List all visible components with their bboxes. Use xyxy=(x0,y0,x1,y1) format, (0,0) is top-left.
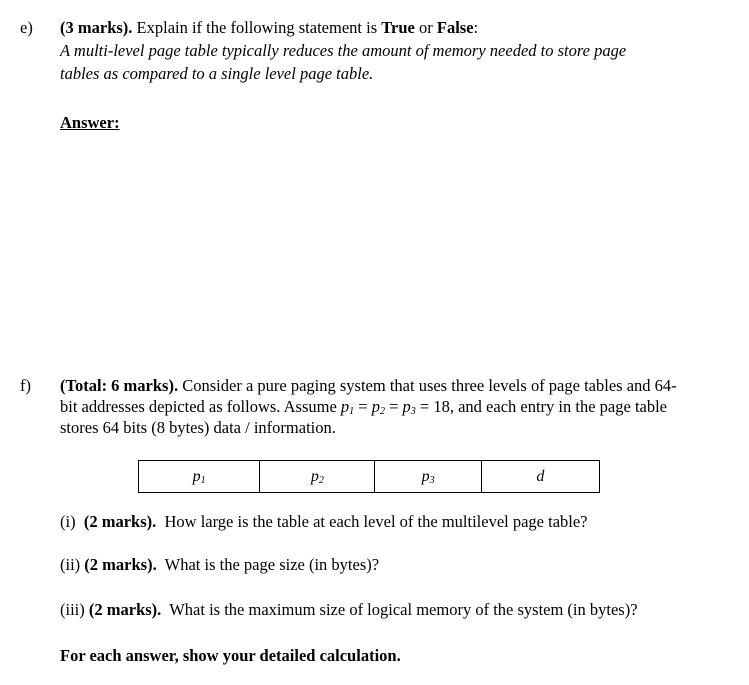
question-i xyxy=(60,511,588,532)
false-word: False xyxy=(436,18,474,37)
part-e-label: e) xyxy=(20,18,33,37)
statement-text-1: A multi-level page table typically reduces the amount of memory needed to store page xyxy=(60,41,627,60)
part-f-line3: stores 64 bits (8 bytes) data / information. xyxy=(60,418,336,437)
address-field-p3: $p_3$ xyxy=(375,461,481,493)
question-iii xyxy=(60,599,638,620)
question-num: (ii) xyxy=(60,555,81,574)
equals-sign: = xyxy=(389,397,399,416)
statement-text-2: tables as compared to a single level page table. xyxy=(60,64,374,83)
part-f-label: f) xyxy=(20,376,31,395)
question-ii xyxy=(60,554,379,575)
var-p3: $p_3$ xyxy=(402,397,416,417)
or-word: or xyxy=(418,18,433,37)
part-e-marks: (3 marks). xyxy=(60,18,133,37)
address-field-p1: $p_1$ xyxy=(139,461,260,493)
part-f-marks: (Total: 6 marks). xyxy=(60,376,179,395)
question-num: (i) xyxy=(60,512,76,531)
question-text: How large is the table at each level of the multilevel page table? xyxy=(164,512,588,531)
part-f-line1 xyxy=(60,375,677,396)
true-word: True xyxy=(381,18,415,37)
var-p2: $p_2$ xyxy=(371,397,385,417)
part-e-intro: Explain if the following statement is xyxy=(136,18,378,37)
answer-label: Answer: xyxy=(60,113,120,132)
part-f-line1-text: Consider a pure paging system that uses three levels of page tables and 64- xyxy=(182,376,677,395)
question-num: (iii) xyxy=(60,600,85,619)
question-marks: (2 marks). xyxy=(84,555,157,574)
address-field-p2: $p_2$ xyxy=(260,461,375,493)
equals-sign: = xyxy=(358,397,368,416)
part-f-line2 xyxy=(60,396,667,417)
footer-instruction: For each answer, show your detailed calculation. xyxy=(60,646,401,665)
question-text: What is the page size (in bytes)? xyxy=(164,555,380,574)
part-e-statement-line2 xyxy=(60,63,373,84)
part-e-prompt xyxy=(60,17,478,38)
var-p1: $p_1$ xyxy=(340,397,355,417)
part-e-statement-line1 xyxy=(60,40,626,61)
question-text: What is the maximum size of logical memory of the system (in bytes)? xyxy=(169,600,638,619)
question-marks: (2 marks). xyxy=(88,600,162,619)
part-f-line2-pre: bit addresses depicted as follows. Assume xyxy=(60,397,337,416)
address-field-d: d xyxy=(481,461,599,493)
address-format-table xyxy=(138,460,600,493)
colon: : xyxy=(473,18,479,37)
question-marks: (2 marks). xyxy=(83,512,157,531)
part-f-line2-eq: = 18, and each entry in the page table xyxy=(419,397,668,416)
